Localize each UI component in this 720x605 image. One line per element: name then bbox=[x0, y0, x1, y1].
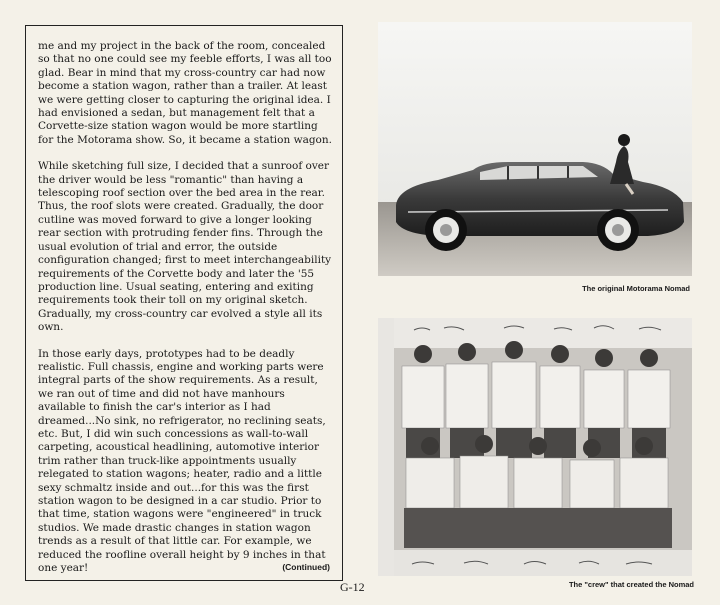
nomad-car-photo bbox=[378, 22, 692, 276]
photo1-caption: The original Motorama Nomad bbox=[582, 284, 690, 293]
text-column-frame bbox=[25, 25, 343, 581]
page-number: G-12 bbox=[340, 580, 365, 594]
crew-group-photo bbox=[394, 318, 692, 576]
photo2-caption: The "crew" that created the Nomad bbox=[568, 580, 694, 589]
paragraph-1: me and my project in the back of the room, concealed so that no one could see my feeble efforts, I was all too glad. Bear in mind that my cross-country car had now become a station wagon, rather than a trailer. At least we were getting closer to capturing the original idea. I had envisioned a sedan, but management felt that a Corvette-size station wagon would be more startling for the Motorama show. So, it became a station wagon. bbox=[38, 40, 332, 146]
paragraph-3: In those early days, prototypes had to be deadly realistic. Full chassis, engine and working parts were integral parts of the show requirements. As a result, we ran out of time and did not have manhours available to finish the car's interior as I had dreamed...No sink, no refrigerator, no reclining seats, etc. But, I did win such concessions as wall-to-wall carpeting, acoustical headlining, automotive interior trim rather than truck-like appointments usually relegated to station wagons; heater, radio and a little sexy schmaltz inside and out...for this was the first station wagon to be designed in a car studio. Prior to that time, station wagons were "engineered" in truck studios. We made drastic changes in station wagon trends as a result of that little car. For example, we reduced the roofline overall height by 9 inches in that one year! bbox=[38, 347, 326, 575]
continued-label: (Continued) bbox=[282, 562, 330, 572]
paragraph-2: While sketching full size, I decided that a sunroof over the driver would be less "romantic" than having a telescoping roof section over the bed area in the rear. Thus, the roof slots were created. Gradually, the door cutline was moved forward to give a longer looking rear section with protruding fender fins. Through the usual evolution of trial and error, the outside configuration changed; first to meet interchangeability requirements of the Corvette body and later the '55 production line. Usual seating, entering and exiting requirements took their toll on my original sketch. Gradually, my cross-country car evolved a style all its own. bbox=[38, 160, 332, 334]
